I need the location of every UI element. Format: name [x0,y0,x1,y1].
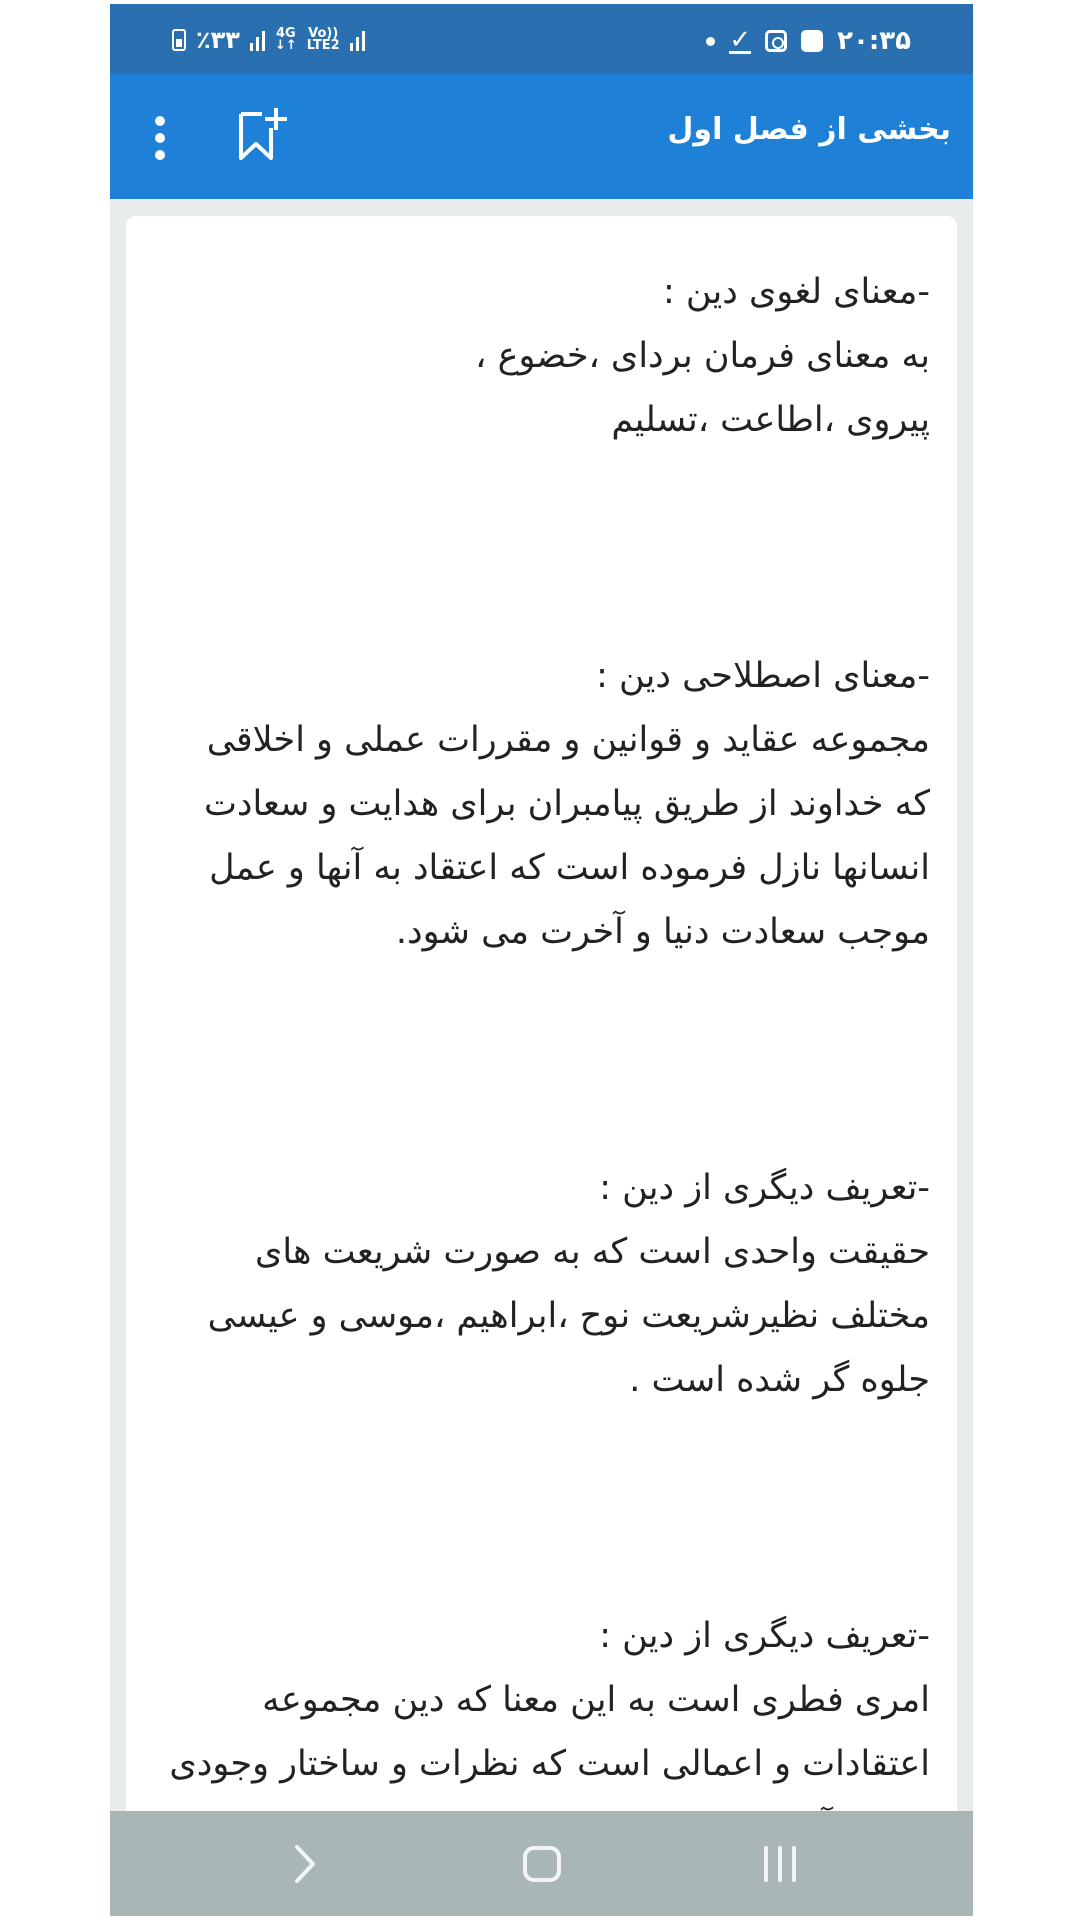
battery-level: ٪۳۳ [196,26,240,54]
notification-dot-icon [706,37,715,46]
status-bar [110,4,973,74]
phone-screen [110,4,973,1916]
page-title: بخشی از فصل اول [667,112,951,147]
more-vert-icon [155,116,165,126]
app-bar [110,74,973,199]
more-options-button[interactable] [148,116,172,160]
recents-icon[interactable] [758,1839,802,1889]
network-volte: Vo)) LTE2 [306,26,340,53]
signal-icon [250,29,265,51]
battery-icon [172,29,186,51]
bookmark-add-icon[interactable] [238,106,288,162]
article-text: -معنای لغوی دین : به معنای فرمان بردای ،خضوع ، پیروی ،اطاعت ،تسلیم -معنای اصطلاحی دین : مجموعه عقاید و قوانین و مقررات عملی و اخلاقی که خداوند از طریق پیامبران برای هدایت و سعادت انسانها نازل فرموده است که اعتقاد به آنها و عمل موجب سعادت دنیا و آخرت می شود. -تعریف دیگری از دین : حقیقت واحدی است که به صورت شریعت های مختلف نظیرشریعت نوح ،ابراهیم ،موسی و عیسی جلوه گر شده است . -تعریف دیگری از دین : امری فطری است به این معنا که دین مجموعه اعتقادات و اعمالی است که نظرات و ساختار وجودی [169,272,930,1784]
network-4g: 4G ↓↑ [274,26,297,53]
status-right [706,26,911,56]
download-done-icon: ✓ [729,24,752,55]
content-card[interactable] [126,216,957,1821]
gallery-icon [801,30,823,52]
home-icon[interactable] [520,1839,564,1889]
status-time: ۲۰:۳۵ [837,26,911,56]
signal-icon-2 [350,29,365,51]
status-left [172,26,365,54]
back-icon[interactable] [285,1839,325,1889]
navigation-bar [110,1811,973,1916]
instagram-icon [765,30,787,52]
